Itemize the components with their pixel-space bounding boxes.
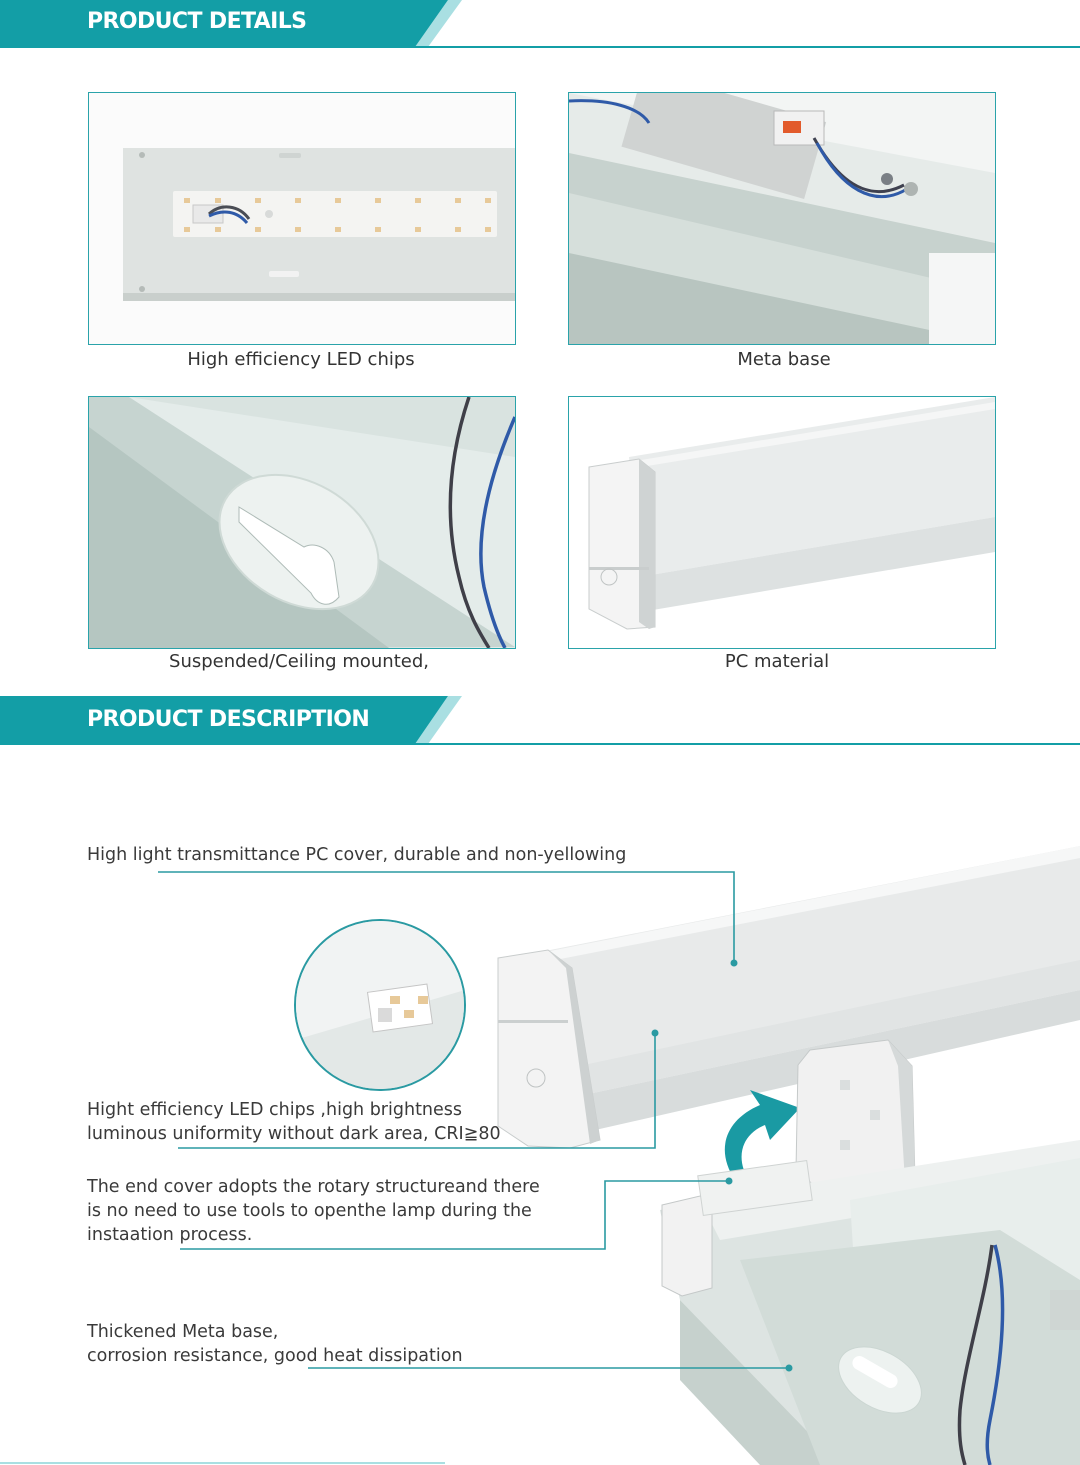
callout-end-cover-line-1: The end cover adopts the rotary structureand there bbox=[87, 1177, 540, 1197]
mounting-caption: Suspended/Ceiling mounted, bbox=[169, 651, 429, 672]
callout-led-chips-line-1: Hight efficiency LED chips ,high brightness bbox=[87, 1100, 463, 1120]
pc-cover-caption: PC material bbox=[724, 651, 830, 672]
description-section-title: PRODUCT DESCRIPTION bbox=[87, 707, 370, 732]
callout-meta-base-line-1: Thickened Meta base, bbox=[87, 1322, 279, 1342]
callout-end-cover-line-3: instaation process. bbox=[87, 1225, 253, 1245]
callout-meta-base bbox=[87, 1320, 463, 1368]
callout-led-chips bbox=[87, 1098, 501, 1146]
callout-pc-cover bbox=[87, 843, 626, 867]
details-section-title: PRODUCT DETAILS bbox=[87, 9, 307, 34]
callout-pc-cover-line-1: High light transmittance PC cover, durable and non-yellowing bbox=[87, 845, 627, 865]
callout-end-cover bbox=[87, 1175, 540, 1247]
callout-end-cover-line-2: is no need to use tools to openthe lamp during the bbox=[87, 1201, 532, 1221]
driver-base-caption: Meta base bbox=[737, 349, 831, 370]
led-board-caption: High efficiency LED chips bbox=[187, 349, 415, 370]
callout-meta-base-line-2: corrosion resistance, good heat dissipation bbox=[87, 1346, 463, 1366]
callout-led-chips-line-2: luminous uniformity without dark area, CRI≧80 bbox=[87, 1124, 501, 1144]
